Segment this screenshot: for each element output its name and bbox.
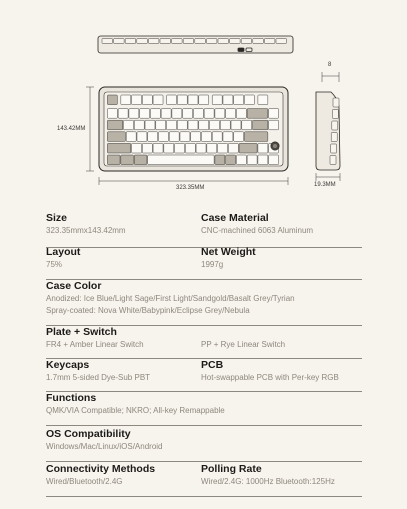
keycap — [196, 143, 206, 153]
keycap — [134, 120, 144, 130]
keycap — [169, 132, 179, 142]
length-dimension-label: 323.35MM — [176, 185, 205, 191]
height-dimension-label: 143.42MM — [57, 126, 86, 132]
keycap — [253, 39, 263, 44]
spec-value-anodized: Anodized: Ice Blue/Light Sage/First Light/Sandgold/Basalt Grey/Tyrian — [46, 294, 295, 303]
spec-row-case-color — [46, 280, 362, 326]
keycap — [114, 39, 125, 44]
keycap — [212, 95, 222, 105]
keycap — [107, 120, 122, 130]
spec-label: PCB — [201, 359, 224, 371]
spec-label: Net Weight — [201, 246, 256, 258]
keycap — [134, 155, 147, 165]
spec-row-layout — [46, 246, 362, 280]
spec-label: Connectivity Methods — [46, 463, 156, 475]
keycap — [269, 109, 279, 119]
keycap — [258, 155, 268, 165]
keycap — [244, 132, 267, 142]
keycap — [148, 132, 158, 142]
keycap — [175, 143, 185, 153]
keycap — [332, 121, 338, 130]
keycap — [177, 95, 187, 105]
spec-value: FR4 + Amber Linear Switch — [46, 340, 144, 349]
spec-value: Wired/2.4G: 1000Hz Bluetooth:125Hz — [201, 477, 335, 486]
keycap — [264, 39, 275, 44]
keycap — [161, 109, 171, 119]
keycap — [230, 39, 241, 44]
keycap — [330, 156, 336, 165]
keycap — [132, 95, 142, 105]
keycap — [126, 132, 136, 142]
keycap — [107, 143, 130, 153]
spec-size — [46, 212, 126, 237]
keycap — [258, 95, 268, 105]
keycap — [132, 143, 142, 153]
keycap — [215, 109, 225, 119]
keycap — [331, 144, 337, 153]
keycap — [193, 109, 203, 119]
keycap — [201, 132, 211, 142]
keycap — [129, 109, 139, 119]
keycap — [158, 132, 168, 142]
keycap — [269, 155, 279, 165]
keycap — [180, 132, 190, 142]
spec-label: Size — [46, 212, 68, 224]
keyboard-front-view — [99, 87, 288, 171]
keycap — [244, 95, 254, 105]
spec-layout — [46, 246, 80, 271]
keycap — [204, 109, 214, 119]
keycap — [153, 95, 163, 105]
spec-row-functions — [46, 392, 362, 426]
keycap — [107, 109, 117, 119]
keycap — [118, 109, 128, 119]
keycap — [167, 95, 177, 105]
spec-os-compatibility — [46, 428, 163, 453]
spec-row-size — [46, 212, 362, 248]
keycap — [164, 143, 174, 153]
spec-plate-switch-alt — [201, 339, 285, 351]
keycap — [191, 132, 201, 142]
keycap — [223, 132, 233, 142]
spec-connectivity — [46, 463, 155, 488]
keycap — [167, 120, 177, 130]
spec-value: PP + Rye Linear Switch — [201, 340, 286, 349]
keycap — [145, 120, 155, 130]
keycap — [258, 143, 268, 153]
spec-value: CNC-machined 6063 Aluminum — [201, 226, 314, 235]
keycap — [199, 120, 209, 130]
keycap — [212, 132, 222, 142]
keycap — [223, 95, 233, 105]
keycap — [228, 143, 238, 153]
spec-row-connectivity — [46, 463, 362, 497]
keycap — [199, 95, 209, 105]
keycap — [125, 39, 136, 44]
keycap — [332, 110, 338, 119]
keycap — [137, 39, 148, 44]
spec-value: QMK/VIA Compatible; NKRO; All-key Remappable — [46, 406, 225, 415]
keycap — [253, 120, 268, 130]
spec-label: OS Compatibility — [46, 428, 131, 440]
keycap — [236, 109, 246, 119]
keycap — [247, 155, 257, 165]
spec-keycaps — [46, 359, 150, 384]
keycap — [226, 155, 236, 165]
keycap — [102, 39, 113, 44]
keycap — [156, 120, 166, 130]
keycap — [188, 120, 198, 130]
spec-value: 323.35mmx143.42mm — [46, 226, 126, 235]
keycap — [121, 155, 134, 165]
keycap — [183, 39, 194, 44]
keycap — [231, 120, 241, 130]
keycap — [215, 155, 225, 165]
keycap — [236, 155, 246, 165]
keycap — [234, 132, 244, 142]
keyboard-back-view — [98, 36, 293, 53]
keycap — [210, 120, 220, 130]
keycap — [172, 109, 182, 119]
keycap — [142, 143, 152, 153]
keycap — [234, 95, 244, 105]
keycap — [148, 39, 159, 44]
spec-label: Case Material — [201, 212, 269, 224]
keycap — [185, 143, 195, 153]
keycap — [137, 132, 147, 142]
keycap — [333, 98, 339, 107]
keycap — [226, 109, 236, 119]
keycap — [107, 95, 117, 105]
spec-row-keycaps — [46, 359, 362, 392]
keycap — [124, 120, 134, 130]
spec-label: Functions — [46, 392, 97, 404]
keycap — [269, 120, 279, 130]
keycap — [242, 120, 252, 130]
keycap — [153, 143, 163, 153]
spec-value: 1997g — [201, 260, 224, 269]
keyboard-side-view — [316, 92, 340, 170]
keycap — [247, 109, 268, 119]
keycap — [331, 133, 337, 142]
keycap — [121, 95, 131, 105]
keycap — [150, 109, 160, 119]
spec-polling-rate — [201, 463, 335, 488]
spec-value: 1.7mm 5-sided Dye-Sub PBT — [46, 373, 151, 382]
spec-value-spray-coated: Spray-coated: Nova White/Babypink/Eclipse Grey/Nebula — [46, 306, 250, 315]
keycap — [195, 39, 206, 44]
spec-case-material — [201, 212, 313, 237]
keycap — [177, 120, 187, 130]
keycap — [218, 39, 229, 44]
keyboard-drawing — [0, 0, 407, 205]
spec-value: Hot-swappable PCB with Per-key RGB — [201, 373, 339, 382]
keyboard-dimension-diagram — [0, 0, 407, 205]
spec-row-os — [46, 428, 362, 462]
keycap — [183, 109, 193, 119]
keycap — [188, 95, 198, 105]
spec-functions — [46, 392, 225, 417]
keycap — [148, 155, 214, 165]
spec-net-weight — [201, 246, 256, 271]
depth-dimension-label: 19.3MM — [314, 182, 336, 188]
keycap — [207, 143, 217, 153]
keycap — [220, 120, 230, 130]
keycap — [142, 95, 152, 105]
keycap — [206, 39, 217, 44]
keycap — [107, 155, 120, 165]
spec-plate-switch — [46, 326, 144, 351]
spec-value: 75% — [46, 260, 63, 269]
keycap — [160, 39, 171, 44]
spec-label: Plate + Switch — [46, 326, 117, 338]
angle-dimension-label: 8 — [328, 62, 332, 68]
spec-label: Layout — [46, 246, 81, 258]
spec-row-plate-switch — [46, 326, 362, 359]
spec-case-color — [46, 280, 295, 317]
spec-label: Keycaps — [46, 359, 90, 371]
spec-label: Case Color — [46, 280, 102, 292]
spec-value: Windows/Mac/Linux/iOS/Android — [46, 442, 163, 451]
keycap — [107, 132, 125, 142]
keycap — [241, 39, 252, 44]
keycap — [218, 143, 228, 153]
keycap — [172, 39, 183, 44]
keycap — [239, 143, 257, 153]
keycap — [276, 39, 287, 44]
keycap — [140, 109, 150, 119]
spec-label: Polling Rate — [201, 463, 262, 475]
spec-pcb — [201, 359, 339, 384]
spec-value: Wired/Bluetooth/2.4G — [46, 477, 123, 486]
